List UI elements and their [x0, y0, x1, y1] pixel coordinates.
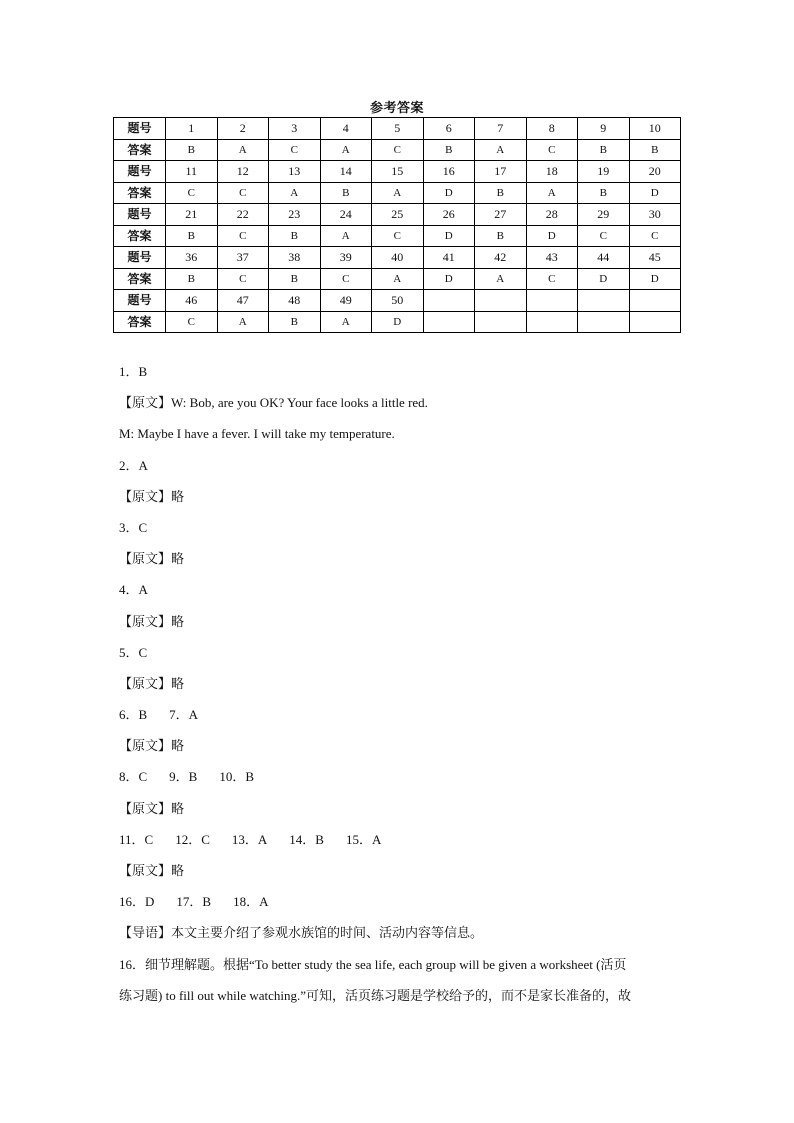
text-line — [119, 356, 679, 387]
text-line — [119, 606, 679, 637]
text-segment: 11．C — [119, 831, 154, 847]
answer-row — [114, 139, 681, 161]
question-number-row — [114, 290, 681, 312]
question-number-cell: 3 — [269, 118, 321, 140]
question-number-cell: 14 — [320, 161, 372, 183]
question-number-cell: 1 — [166, 118, 218, 140]
answer-cell: C — [217, 268, 269, 290]
text-line — [119, 699, 679, 730]
answer-header: 答案 — [114, 268, 166, 290]
answer-cell: B — [166, 139, 218, 161]
answer-cell: A — [372, 182, 424, 204]
answer-cell: D — [629, 182, 681, 204]
answer-cell: C — [269, 139, 321, 161]
question-number-cell: 43 — [526, 247, 578, 269]
text-segment: 8．C — [119, 769, 148, 785]
text-segment: 1．B — [119, 364, 148, 379]
text-segment: 练习题) to fill out while watching.”可知，活页练习题是学校给予的，而不是家长准备的，故 — [119, 987, 632, 1003]
answer-cell: C — [217, 182, 269, 204]
answer-cell: D — [423, 268, 475, 290]
question-number-cell: 12 — [217, 161, 269, 183]
answer-cell: C — [372, 225, 424, 247]
text-line — [119, 418, 679, 449]
text-segment: 【原文】略 — [119, 800, 185, 816]
question-number-cell: 23 — [269, 204, 321, 226]
text-segment: 5．C — [119, 644, 148, 660]
question-number-header: 题号 — [114, 118, 166, 140]
text-segment: 12．C — [175, 831, 210, 847]
question-number-cell: 21 — [166, 204, 218, 226]
question-number-cell: 41 — [423, 247, 475, 269]
text-line — [119, 917, 679, 948]
answer-cell: B — [578, 182, 630, 204]
question-number-cell: 11 — [166, 161, 218, 183]
question-number-cell — [578, 290, 630, 312]
question-number-cell: 15 — [372, 161, 424, 183]
question-number-cell: 20 — [629, 161, 681, 183]
question-number-header: 题号 — [114, 247, 166, 269]
text-segment: 10．B — [219, 769, 255, 785]
text-line — [119, 824, 679, 855]
question-number-cell: 47 — [217, 290, 269, 312]
answer-cell: A — [372, 268, 424, 290]
question-number-cell — [629, 290, 681, 312]
text-segment: 18．A — [233, 894, 269, 910]
question-number-cell: 7 — [475, 118, 527, 140]
answer-cell: A — [269, 182, 321, 204]
answer-cell: B — [423, 139, 475, 161]
answer-cell: D — [372, 311, 424, 333]
text-segment: 15．A — [345, 831, 382, 847]
text-segment: 【原文】略 — [119, 488, 185, 504]
text-line — [119, 761, 679, 792]
answer-cell — [423, 311, 475, 333]
text-line — [119, 387, 679, 418]
text-line — [119, 855, 679, 886]
text-line — [119, 450, 679, 481]
answer-cell: B — [629, 139, 681, 161]
question-number-cell: 19 — [578, 161, 630, 183]
question-number-cell: 50 — [372, 290, 424, 312]
answer-cell: C — [217, 225, 269, 247]
answer-cell: D — [423, 225, 475, 247]
answer-cell: A — [320, 225, 372, 247]
question-number-cell: 46 — [166, 290, 218, 312]
text-segment: 7．A — [169, 707, 199, 723]
question-number-cell: 18 — [526, 161, 578, 183]
answer-cell: B — [269, 311, 321, 333]
question-number-cell: 4 — [320, 118, 372, 140]
question-number-cell: 6 — [423, 118, 475, 140]
answer-cell: D — [578, 268, 630, 290]
answer-cell: A — [475, 268, 527, 290]
answer-header: 答案 — [114, 225, 166, 247]
question-number-cell: 17 — [475, 161, 527, 183]
answer-cell — [578, 311, 630, 333]
text-segment: 16．细节理解题。根据“To better study the sea life, each group will be given a worksheet (活页 — [119, 956, 627, 972]
text-line — [119, 637, 679, 668]
text-line — [119, 668, 679, 699]
text-segment: 3．C — [119, 519, 148, 535]
question-number-header: 题号 — [114, 290, 166, 312]
question-number-cell — [526, 290, 578, 312]
answer-key-table — [113, 117, 681, 333]
answer-cell: B — [166, 225, 218, 247]
question-number-row — [114, 118, 681, 140]
answer-row — [114, 225, 681, 247]
text-line — [119, 793, 679, 824]
text-segment: 【原文】略 — [119, 675, 185, 691]
question-number-cell: 29 — [578, 204, 630, 226]
text-segment: 2．A — [119, 457, 148, 473]
question-number-cell: 28 — [526, 204, 578, 226]
answer-cell: A — [320, 311, 372, 333]
question-number-cell: 24 — [320, 204, 372, 226]
question-number-cell: 25 — [372, 204, 424, 226]
question-number-cell: 5 — [372, 118, 424, 140]
answer-cell — [475, 311, 527, 333]
text-segment: 9．B — [169, 769, 198, 785]
question-number-cell: 30 — [629, 204, 681, 226]
answer-cell: C — [526, 139, 578, 161]
question-number-cell: 13 — [269, 161, 321, 183]
question-number-cell — [423, 290, 475, 312]
text-line — [119, 730, 679, 761]
text-line — [119, 543, 679, 574]
answer-cell: D — [526, 225, 578, 247]
answer-cell: A — [217, 311, 269, 333]
question-number-cell: 9 — [578, 118, 630, 140]
question-number-cell: 8 — [526, 118, 578, 140]
answer-cell: C — [578, 225, 630, 247]
answer-cell: C — [372, 139, 424, 161]
text-line — [119, 886, 679, 917]
text-segment: 【原文】略 — [119, 738, 185, 754]
question-number-header: 题号 — [114, 204, 166, 226]
answer-cell: A — [526, 182, 578, 204]
answer-cell: D — [629, 268, 681, 290]
answer-cell: C — [629, 225, 681, 247]
answer-cell: B — [269, 268, 321, 290]
text-segment: 13．A — [231, 831, 268, 847]
answer-header: 答案 — [114, 311, 166, 333]
text-segment: M: Maybe I have a fever. I will take my temperature. — [119, 426, 395, 442]
question-number-cell: 22 — [217, 204, 269, 226]
question-number-cell: 48 — [269, 290, 321, 312]
answer-cell: C — [526, 268, 578, 290]
answer-explanations — [119, 356, 679, 1011]
answer-cell: B — [475, 182, 527, 204]
answer-cell: B — [320, 182, 372, 204]
question-number-cell — [475, 290, 527, 312]
answer-cell — [629, 311, 681, 333]
text-segment: 16．D — [119, 894, 155, 910]
answer-header: 答案 — [114, 182, 166, 204]
answer-cell — [526, 311, 578, 333]
answer-cell: B — [475, 225, 527, 247]
question-number-row — [114, 204, 681, 226]
answer-cell: A — [475, 139, 527, 161]
answer-row — [114, 182, 681, 204]
question-number-cell: 36 — [166, 247, 218, 269]
text-segment: 【原文】略 — [119, 551, 185, 567]
text-line — [119, 481, 679, 512]
page-title: 参考答案 — [369, 101, 424, 116]
question-number-cell: 37 — [217, 247, 269, 269]
question-number-cell: 44 — [578, 247, 630, 269]
answer-cell: A — [320, 139, 372, 161]
text-segment: 【原文】略 — [119, 613, 185, 629]
question-number-cell: 45 — [629, 247, 681, 269]
answer-cell: D — [423, 182, 475, 204]
question-number-cell: 16 — [423, 161, 475, 183]
question-number-row — [114, 161, 681, 183]
text-segment: 6．B — [119, 707, 148, 723]
text-segment: 【导语】本文主要介绍了参观水族馆的时间、活动内容等信息。 — [119, 925, 484, 941]
question-number-header: 题号 — [114, 161, 166, 183]
question-number-row — [114, 247, 681, 269]
answer-cell: A — [217, 139, 269, 161]
answer-cell: B — [166, 268, 218, 290]
answer-cell: B — [269, 225, 321, 247]
question-number-cell: 42 — [475, 247, 527, 269]
answer-cell: C — [320, 268, 372, 290]
text-line — [119, 949, 679, 980]
text-segment: 14．B — [289, 831, 324, 847]
question-number-cell: 10 — [629, 118, 681, 140]
text-line — [119, 512, 679, 543]
answer-cell: B — [578, 139, 630, 161]
answer-row — [114, 268, 681, 290]
question-number-cell: 49 — [320, 290, 372, 312]
answer-header: 答案 — [114, 139, 166, 161]
text-segment: 【原文】略 — [119, 863, 185, 878]
question-number-cell: 39 — [320, 247, 372, 269]
text-line — [119, 574, 679, 605]
question-number-cell: 27 — [475, 204, 527, 226]
question-number-cell: 38 — [269, 247, 321, 269]
text-segment: 【原文】W: Bob, are you OK? Your face looks a little red. — [119, 395, 428, 411]
answer-cell: C — [166, 311, 218, 333]
text-segment: 17．B — [176, 894, 212, 910]
answer-row — [114, 311, 681, 333]
question-number-cell: 2 — [217, 118, 269, 140]
question-number-cell: 40 — [372, 247, 424, 269]
text-line — [119, 980, 679, 1011]
question-number-cell: 26 — [423, 204, 475, 226]
text-segment: 4．A — [119, 582, 148, 598]
answer-cell: C — [166, 182, 218, 204]
